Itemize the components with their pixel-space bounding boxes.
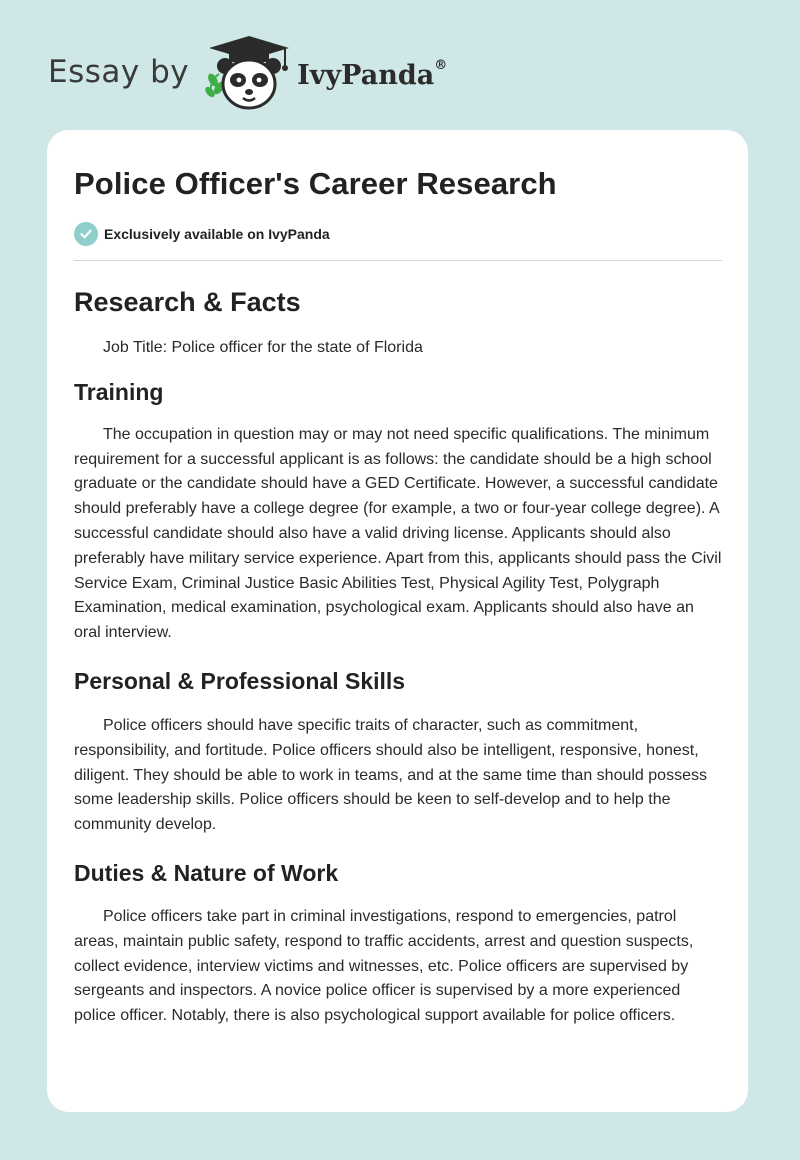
section-heading-research: Research & Facts bbox=[74, 287, 301, 317]
registered-mark: ® bbox=[434, 57, 448, 73]
training-paragraph: The occupation in question may or may not need specific qualifications. The minimum requirement for a successful applicant is as follows: the candidate should be a high school graduate or the candidate should have a GED Certificate. However, a successful candidate should preferably have a college degree (for example, a two or four-year college degree). A successful candidate should also have a valid driving license. Applicants should also preferably have military service experience. Apart from this, applicants should pass the Civil Service Exam, Criminal Justice Basic Abilities Test, Physical Agility Test, Polygraph Examination, medical examination, psychological exam. Applicants should also have an oral interview. bbox=[74, 425, 722, 642]
site-header bbox=[48, 32, 447, 112]
title-divider bbox=[74, 260, 722, 261]
brand-name bbox=[297, 57, 448, 91]
duties-paragraph: Police officers take part in criminal investigations, respond to emergencies, patrol areas, maintain public safety, respond to traffic accidents, arrest and question suspects, collect evidence, interview victims and witnesses, etc. Police officers are supervised by sergeants and inspectors. A novice police officer is supervised by a more experienced police officer. Notably, there is also psychological support available for police officers. bbox=[74, 907, 694, 1025]
skills-paragraph: Police officers should have specific traits of character, such as commitment, responsibility, and fortitude. Police officers should also be intelligent, responsive, honest, diligent. They should be able to work in teams, and at the same time than should possess some leadership skills. Police officers should be keen to self-develop and to help the community develop. bbox=[74, 716, 707, 834]
exclusive-badge-label: Exclusively available on IvyPanda bbox=[104, 226, 330, 242]
section-heading-skills: Personal & Professional Skills bbox=[74, 667, 406, 694]
panda-logo-icon bbox=[203, 32, 295, 112]
job-title-paragraph: Job Title: Police officer for the state of Florida bbox=[103, 339, 423, 356]
section-heading-training: Training bbox=[74, 378, 164, 405]
page-title: Police Officer's Career Research bbox=[74, 166, 557, 201]
essay-by-label: Essay by bbox=[48, 54, 190, 90]
exclusive-badge bbox=[74, 222, 722, 246]
essay-card bbox=[47, 130, 748, 1112]
section-heading-duties: Duties & Nature of Work bbox=[74, 859, 339, 886]
brand-text: IvyPanda bbox=[297, 59, 435, 91]
check-circle-icon bbox=[74, 222, 98, 246]
